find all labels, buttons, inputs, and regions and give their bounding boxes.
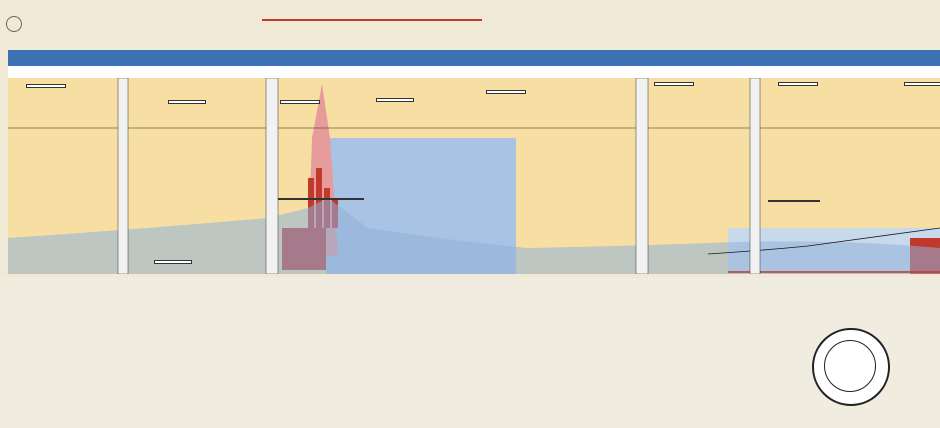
census-1860 bbox=[904, 82, 940, 86]
seal-inner-ring bbox=[824, 340, 876, 392]
census-1810 bbox=[280, 100, 320, 104]
productivity-article bbox=[278, 292, 498, 295]
articles-area bbox=[0, 278, 940, 428]
label-income-at-million bbox=[154, 260, 192, 264]
title-rule bbox=[262, 19, 482, 21]
census-1830 bbox=[486, 90, 526, 94]
axis-strip-left bbox=[118, 78, 128, 274]
census-1850 bbox=[778, 82, 818, 86]
axis-strip-wage bbox=[750, 78, 760, 274]
chart-svg bbox=[8, 78, 940, 274]
census-1820 bbox=[376, 98, 414, 102]
label-average-wage bbox=[768, 200, 820, 202]
label-dollar-bought bbox=[278, 198, 364, 200]
census-1840 bbox=[654, 82, 694, 86]
events-strip bbox=[8, 50, 940, 66]
business-activity-chart bbox=[8, 78, 940, 274]
security-advertisement bbox=[808, 284, 940, 428]
census-1800 bbox=[168, 100, 206, 104]
axis-strip-debt bbox=[636, 78, 648, 274]
census-1790 bbox=[26, 84, 66, 88]
company-seal-icon bbox=[812, 328, 890, 406]
handwritten-notes bbox=[6, 16, 82, 35]
postwar-industry-article bbox=[8, 278, 270, 288]
wages-article bbox=[506, 278, 802, 288]
title-block bbox=[232, 18, 512, 21]
axis-strip-war bbox=[266, 78, 278, 274]
page-number bbox=[6, 16, 22, 32]
